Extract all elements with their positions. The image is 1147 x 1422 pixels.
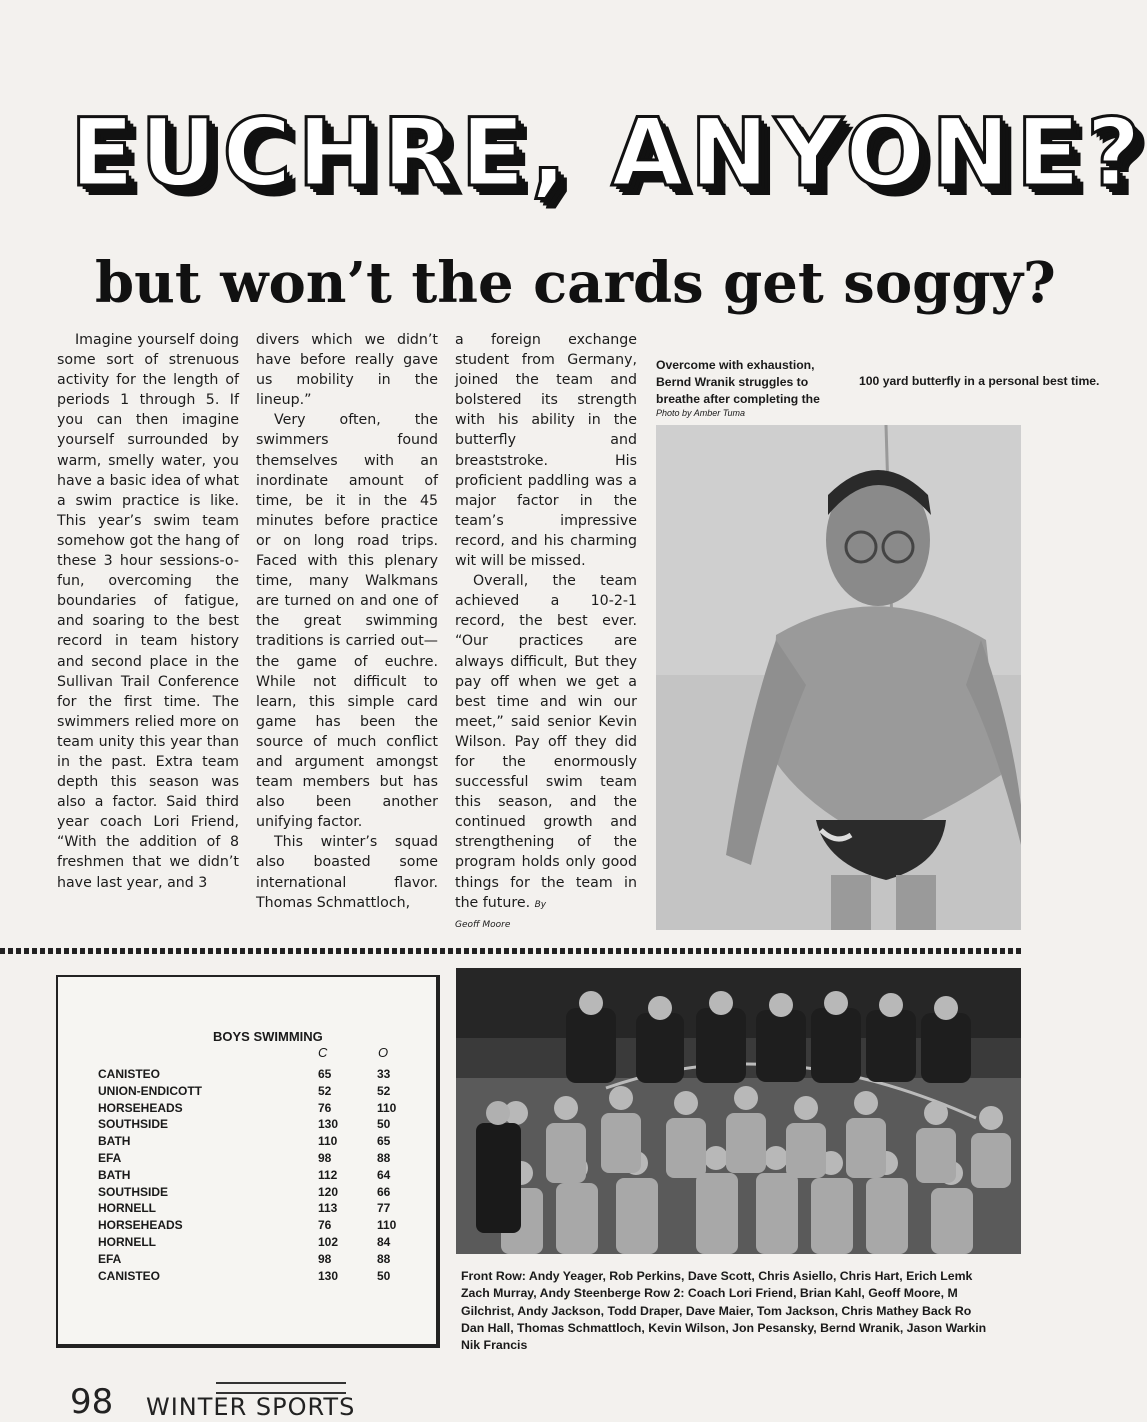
score-o: 110 bbox=[377, 1100, 397, 1115]
swimmer-photo-illustration bbox=[656, 425, 1021, 930]
score-row bbox=[98, 1167, 418, 1184]
score-c: 65 bbox=[318, 1067, 332, 1081]
score-c: 76 bbox=[318, 1100, 332, 1115]
page-number: 98 bbox=[70, 1382, 114, 1422]
score-opponent: HORNELL bbox=[98, 1201, 156, 1216]
article-column-3 bbox=[455, 330, 637, 935]
score-o: 65 bbox=[377, 1134, 391, 1149]
score-row bbox=[98, 1066, 418, 1083]
photo-caption-part2: 100 yard butterfly in a personal best time. bbox=[859, 374, 1100, 388]
score-row bbox=[98, 1133, 418, 1150]
score-opponent: HORNELL bbox=[98, 1234, 156, 1249]
article-column-2 bbox=[256, 330, 438, 913]
score-o: 77 bbox=[377, 1201, 391, 1216]
score-c: 110 bbox=[318, 1134, 338, 1149]
score-opponent: SOUTHSIDE bbox=[98, 1117, 169, 1132]
score-opponent: EFA bbox=[98, 1150, 122, 1165]
score-o: 50 bbox=[377, 1117, 391, 1132]
subheadline: but won’t the cards get soggy? bbox=[95, 250, 1056, 316]
article-paragraph: a foreign exchange student from Germany, joined the team and bolstered its strength with his ability in the butterfly and breaststroke. His proficient paddling was a major factor in the team’s impressive record, and his charming wit will be missed. bbox=[455, 332, 637, 570]
score-c: 112 bbox=[318, 1167, 338, 1182]
score-opponent: HORSEHEADS bbox=[98, 1218, 183, 1233]
score-o: 50 bbox=[377, 1268, 391, 1283]
score-row bbox=[98, 1184, 418, 1201]
scoreboard-column-c: C bbox=[318, 1045, 328, 1060]
score-row bbox=[98, 1083, 418, 1100]
score-c: 76 bbox=[318, 1218, 332, 1233]
score-row bbox=[98, 1200, 418, 1217]
article-paragraph: This winter’s squad also boasted some international flavor. Thomas Schmattloch, bbox=[256, 834, 438, 911]
scoreboard-rows bbox=[98, 1066, 418, 1284]
photo-caption-part1: Overcome with exhaustion, Bernd Wranik struggles to breathe after completing the bbox=[656, 358, 820, 406]
score-o: 110 bbox=[377, 1218, 397, 1233]
score-row bbox=[98, 1116, 418, 1133]
score-row bbox=[98, 1251, 418, 1268]
score-o: 64 bbox=[377, 1167, 391, 1182]
byline-by: By bbox=[534, 899, 547, 910]
article-text: Overall, the team achieved a 10-2-1 record, the best ever. “Our practices are always difficult, But they pay off when we get a best time and win our meet,” said senior Kevin Wilson. Pay off they did for the enormously successful swim team this season, and the continued growth and strengthening of the program holds only good things for the team in the future. bbox=[455, 573, 637, 911]
score-row bbox=[98, 1150, 418, 1167]
section-name: WINTER SPORTS bbox=[146, 1393, 356, 1421]
score-opponent: SOUTHSIDE bbox=[98, 1184, 169, 1199]
score-c: 120 bbox=[318, 1184, 339, 1199]
scoreboard-column-o: O bbox=[378, 1045, 389, 1060]
score-o: 88 bbox=[377, 1150, 391, 1165]
article-column-1 bbox=[57, 330, 239, 893]
team-photo-illustration bbox=[456, 968, 1021, 1254]
score-o: 88 bbox=[377, 1251, 391, 1266]
section-divider bbox=[0, 948, 1021, 954]
article-paragraph bbox=[455, 571, 637, 915]
score-o: 84 bbox=[377, 1234, 391, 1249]
photo-credit: Photo by Amber Tuma bbox=[656, 408, 746, 418]
swimmer-photo bbox=[656, 425, 1021, 930]
byline-name: Geoff Moore bbox=[455, 919, 511, 930]
article-paragraph: divers which we didn’t have before really gave us mobility in the lineup.” bbox=[256, 332, 438, 409]
article-paragraph: Very often, the swimmers found themselves with an inordinate amount of time, be it in the 45 minutes before practice or on long road trips. Faced with this plenary time, many Walkmans are turned on and one of the great swimming traditions is carried out—the game of euchre. While not difficult to learn, this simple card game has been the source of much conflict and argument amongst team members but has also been another unifying factor. bbox=[256, 412, 438, 831]
score-c: 113 bbox=[318, 1201, 338, 1216]
score-row bbox=[98, 1100, 418, 1117]
score-opponent: UNION-ENDICOTT bbox=[98, 1083, 202, 1098]
score-c: 52 bbox=[318, 1083, 332, 1098]
score-c: 98 bbox=[318, 1251, 332, 1266]
scoreboard-title: BOYS SWIMMING bbox=[213, 1029, 323, 1044]
score-c: 102 bbox=[318, 1234, 339, 1249]
score-opponent: EFA bbox=[98, 1251, 122, 1266]
score-opponent: CANISTEO bbox=[98, 1268, 161, 1283]
article-paragraph: Imagine yourself doing some sort of strenuous activity for the length of periods 1 through 5. If you can then imagine yourself surrounded by warm, smelly water, you have a basic idea of what a swim practice is like. This year’s swim team somehow got the hang of these 3 hour sessions-o-fun, overcoming the boundaries of fatigue, and soaring to the best record in team history and second place in the Sullivan Trail Conference for the first time. The swimmers relied more on team unity this year than in the past. Extra team depth this season was also a factor. Said third year coach Lori Friend, “With the addition of 8 freshmen that we didn’t have last year, and 3 bbox=[57, 332, 239, 891]
scoreboard bbox=[56, 975, 440, 1348]
score-c: 98 bbox=[318, 1150, 332, 1165]
headline: EUCHRE, ANYONE? bbox=[70, 99, 1147, 208]
score-opponent: HORSEHEADS bbox=[98, 1100, 183, 1115]
score-o: 52 bbox=[377, 1083, 391, 1098]
score-row bbox=[98, 1234, 418, 1251]
team-photo bbox=[456, 968, 1021, 1254]
score-row bbox=[98, 1268, 418, 1285]
score-opponent: BATH bbox=[98, 1167, 131, 1182]
score-c: 130 bbox=[318, 1268, 339, 1283]
score-o: 66 bbox=[377, 1184, 391, 1199]
score-c: 130 bbox=[318, 1117, 339, 1132]
score-opponent: BATH bbox=[98, 1134, 131, 1149]
score-opponent: CANISTEO bbox=[98, 1067, 161, 1081]
score-o: 33 bbox=[377, 1067, 391, 1081]
score-row bbox=[98, 1217, 418, 1234]
team-photo-caption: Front Row: Andy Yeager, Rob Perkins, Dave Scott, Chris Asiello, Chris Hart, Erich Lemk Zach Murray, Andy Steenberge Row 2: Coach Lori Friend, Brian Kahl, Geoff Moore, M Gilchrist, Andy Jackson, Todd Draper, Dave Maier, Tom Jackson, Chris Mathey Back Ro Dan Hall, Thomas Schmattloch, Kevin Wilson, Jon Pesansky, Bernd Wranik, Jason Warkin Nik Francis bbox=[461, 1269, 987, 1353]
